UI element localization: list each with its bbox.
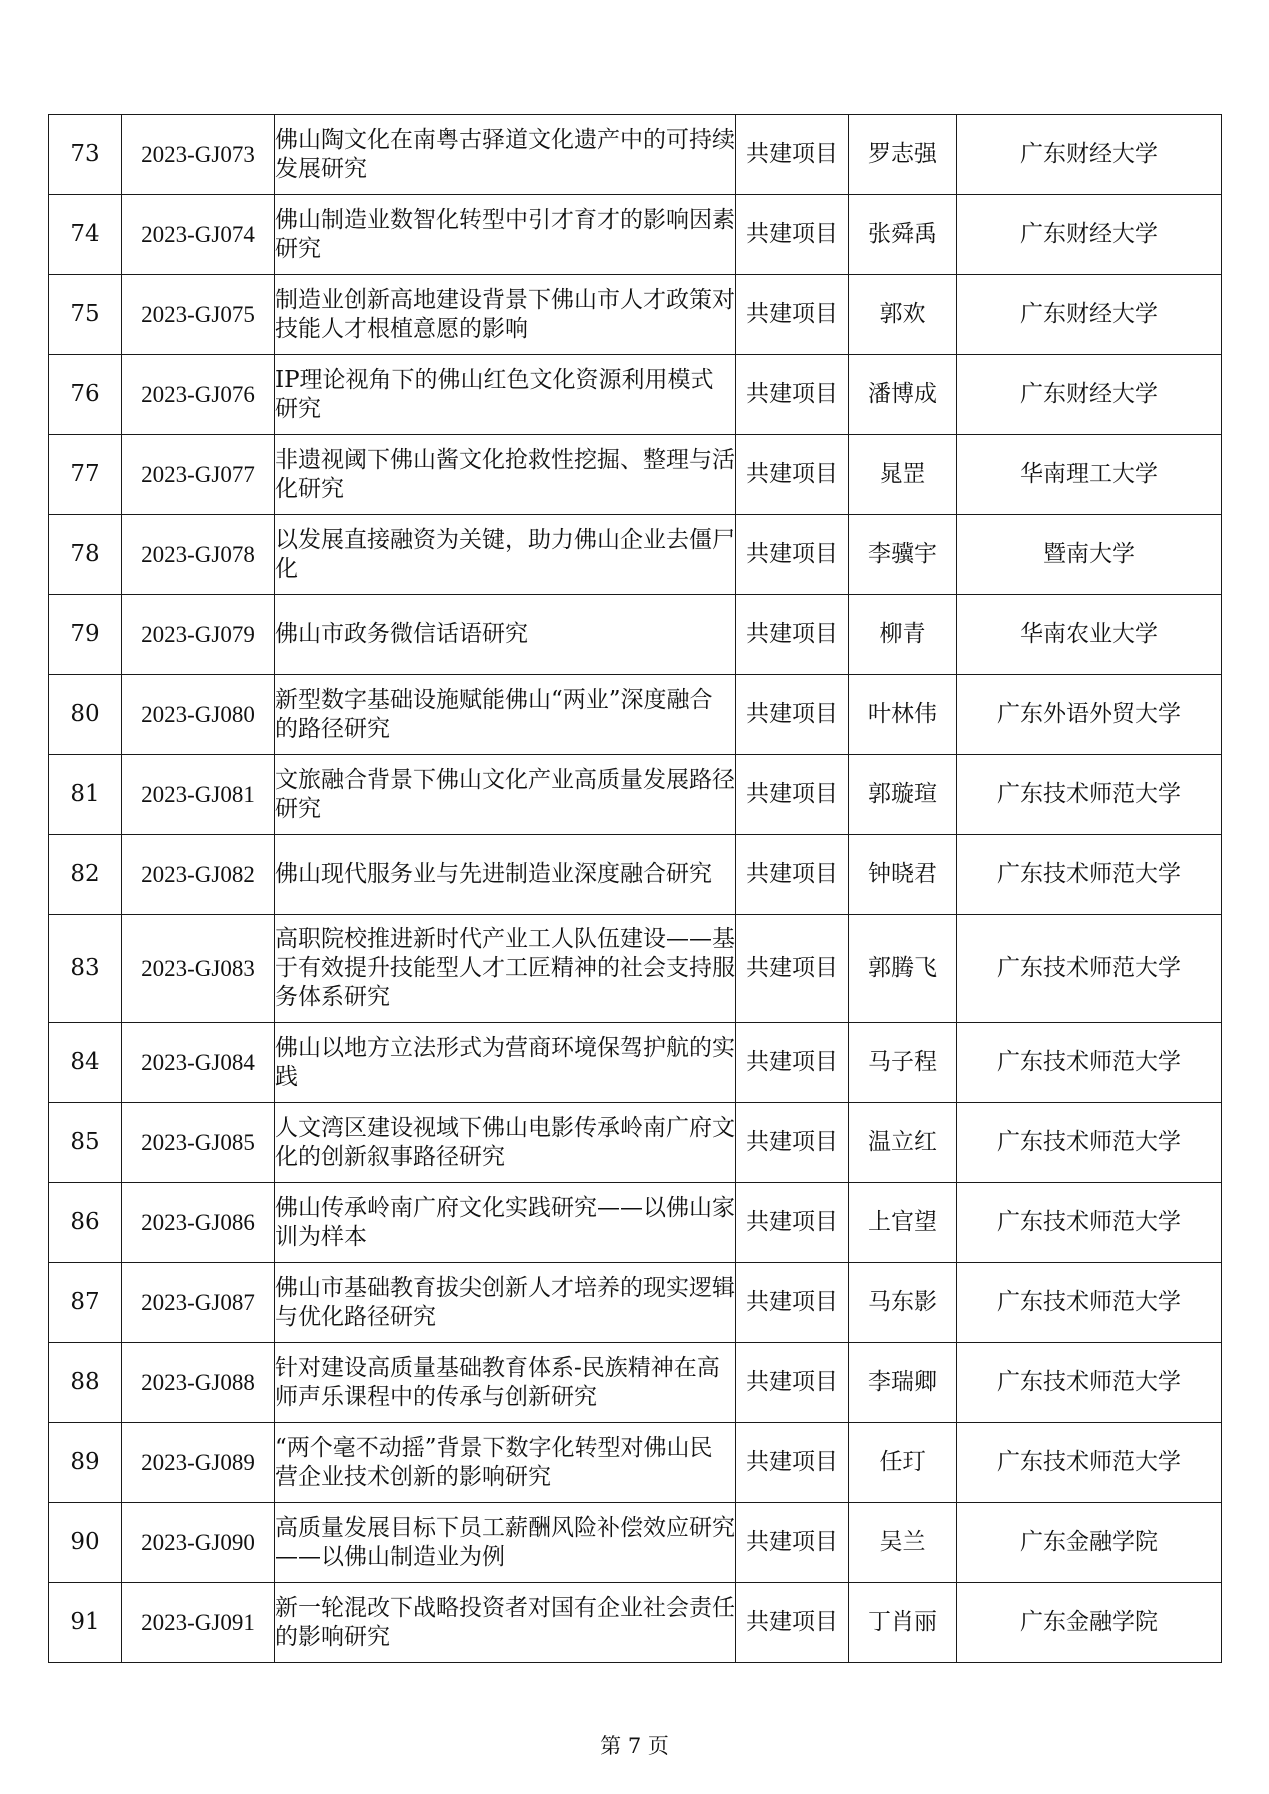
cell-lead-person [849, 915, 957, 1023]
cell-institution-text: 华南农业大学 [1020, 621, 1158, 647]
cell-institution [957, 1183, 1222, 1263]
table-row [49, 675, 1222, 755]
cell-number-text: 80 [70, 701, 100, 727]
cell-project-code [122, 1423, 275, 1503]
cell-project-type [736, 595, 849, 675]
cell-number [49, 355, 122, 435]
cell-project-code [122, 515, 275, 595]
cell-institution [957, 1103, 1222, 1183]
cell-number [49, 515, 122, 595]
cell-project-code-text: 2023-GJ088 [141, 1370, 255, 1395]
cell-project-title-text: 佛山市政务微信话语研究 [275, 621, 528, 647]
cell-number [49, 755, 122, 835]
cell-institution-text: 广东技术师范大学 [997, 1129, 1181, 1155]
cell-project-title [275, 1103, 736, 1183]
cell-project-type [736, 1023, 849, 1103]
table-row [49, 755, 1222, 835]
cell-institution [957, 1583, 1222, 1663]
cell-lead-person [849, 1023, 957, 1103]
cell-project-title-text: 佛山制造业数智化转型中引才育才的影响因素研究 [275, 206, 735, 262]
cell-institution [957, 115, 1222, 195]
cell-lead-person [849, 115, 957, 195]
cell-project-code-text: 2023-GJ080 [141, 702, 255, 727]
cell-lead-person-text: 李骥宇 [868, 541, 937, 567]
cell-lead-person-text: 丁肖丽 [868, 1609, 937, 1635]
cell-number-text: 83 [70, 955, 100, 981]
cell-project-code-text: 2023-GJ087 [141, 1290, 255, 1315]
cell-number-text: 82 [70, 861, 100, 887]
cell-number [49, 1343, 122, 1423]
cell-lead-person-text: 叶林伟 [868, 701, 937, 727]
cell-number [49, 675, 122, 755]
cell-lead-person [849, 355, 957, 435]
cell-project-code-text: 2023-GJ089 [141, 1450, 255, 1475]
cell-project-title [275, 515, 736, 595]
cell-project-code [122, 1583, 275, 1663]
cell-project-code-text: 2023-GJ086 [141, 1210, 255, 1235]
cell-lead-person [849, 835, 957, 915]
cell-project-title-text: 人文湾区建设视域下佛山电影传承岭南广府文化的创新叙事路径研究 [275, 1114, 735, 1170]
cell-number [49, 595, 122, 675]
cell-institution-text: 广东外语外贸大学 [997, 701, 1181, 727]
cell-project-type-text: 共建项目 [746, 861, 838, 887]
cell-project-code [122, 835, 275, 915]
cell-number-text: 84 [70, 1049, 100, 1075]
cell-number [49, 835, 122, 915]
cell-project-code [122, 275, 275, 355]
cell-project-type-text: 共建项目 [746, 141, 838, 167]
cell-number [49, 115, 122, 195]
table-row [49, 595, 1222, 675]
cell-project-type [736, 1183, 849, 1263]
cell-project-title-text: 佛山现代服务业与先进制造业深度融合研究 [275, 861, 712, 887]
cell-number-text: 90 [70, 1529, 100, 1555]
cell-institution-text: 广东金融学院 [1020, 1529, 1158, 1555]
cell-number-text: 73 [70, 141, 100, 167]
cell-project-code [122, 755, 275, 835]
cell-project-title-text: “两个毫不动摇”背景下数字化转型对佛山民营企业技术创新的影响研究 [275, 1434, 713, 1490]
cell-project-title [275, 435, 736, 515]
cell-project-type-text: 共建项目 [746, 1449, 838, 1475]
cell-project-title [275, 1183, 736, 1263]
cell-project-title-text: 以发展直接融资为关键，助力佛山企业去僵尸化 [275, 526, 735, 582]
cell-project-code [122, 115, 275, 195]
cell-project-type-text: 共建项目 [746, 1609, 838, 1635]
cell-project-type-text: 共建项目 [746, 621, 838, 647]
cell-institution-text: 暨南大学 [1043, 541, 1135, 567]
table-row [49, 1583, 1222, 1663]
cell-project-type [736, 1263, 849, 1343]
cell-project-title-text: 佛山陶文化在南粤古驿道文化遗产中的可持续发展研究 [275, 126, 735, 182]
page-number: 第 7 页 [600, 1734, 669, 1758]
cell-number [49, 1263, 122, 1343]
cell-lead-person-text: 吴兰 [879, 1529, 926, 1555]
cell-number [49, 1103, 122, 1183]
cell-project-title-text: 高质量发展目标下员工薪酬风险补偿效应研究——以佛山制造业为例 [275, 1514, 735, 1570]
cell-institution [957, 435, 1222, 515]
cell-lead-person-text: 温立红 [868, 1129, 937, 1155]
cell-project-title [275, 1503, 736, 1583]
cell-institution [957, 355, 1222, 435]
cell-project-type [736, 275, 849, 355]
cell-lead-person [849, 1583, 957, 1663]
cell-project-title-text: 高职院校推进新时代产业工人队伍建设——基于有效提升技能型人才工匠精神的社会支持服务体系研究 [275, 926, 735, 1010]
cell-project-type [736, 675, 849, 755]
cell-lead-person [849, 595, 957, 675]
cell-project-title [275, 835, 736, 915]
cell-lead-person [849, 1343, 957, 1423]
cell-number-text: 74 [70, 221, 100, 247]
table-row [49, 515, 1222, 595]
table-row [49, 915, 1222, 1023]
cell-project-type [736, 355, 849, 435]
cell-project-type [736, 755, 849, 835]
cell-lead-person [849, 275, 957, 355]
cell-project-title [275, 675, 736, 755]
cell-project-type-text: 共建项目 [746, 1289, 838, 1315]
cell-lead-person [849, 1183, 957, 1263]
cell-project-type [736, 1423, 849, 1503]
cell-institution [957, 915, 1222, 1023]
cell-lead-person-text: 郭璇瑄 [868, 781, 937, 807]
cell-institution [957, 515, 1222, 595]
cell-project-code-text: 2023-GJ078 [141, 542, 255, 567]
cell-institution-text: 广东金融学院 [1020, 1609, 1158, 1635]
cell-lead-person-text: 钟晓君 [868, 861, 937, 887]
cell-project-code-text: 2023-GJ091 [141, 1610, 255, 1635]
cell-project-type-text: 共建项目 [746, 955, 838, 981]
table-row [49, 1263, 1222, 1343]
cell-lead-person [849, 1503, 957, 1583]
cell-project-type [736, 1503, 849, 1583]
cell-project-type-text: 共建项目 [746, 1209, 838, 1235]
cell-number-text: 89 [70, 1449, 100, 1475]
table-row [49, 115, 1222, 195]
cell-lead-person [849, 195, 957, 275]
cell-institution-text: 广东技术师范大学 [997, 1049, 1181, 1075]
cell-institution [957, 835, 1222, 915]
cell-number-text: 86 [70, 1209, 100, 1235]
cell-institution [957, 1503, 1222, 1583]
cell-project-title [275, 1023, 736, 1103]
cell-institution [957, 1263, 1222, 1343]
cell-institution [957, 755, 1222, 835]
cell-project-code [122, 1023, 275, 1103]
cell-project-title [275, 1423, 736, 1503]
cell-project-type-text: 共建项目 [746, 701, 838, 727]
cell-number-text: 76 [70, 381, 100, 407]
cell-project-title-text: 佛山以地方立法形式为营商环境保驾护航的实践 [275, 1034, 735, 1090]
cell-project-title [275, 1583, 736, 1663]
cell-project-title [275, 195, 736, 275]
cell-institution-text: 广东财经大学 [1020, 141, 1158, 167]
cell-project-code-text: 2023-GJ074 [141, 222, 255, 247]
cell-institution [957, 1023, 1222, 1103]
cell-project-code [122, 435, 275, 515]
cell-lead-person [849, 1423, 957, 1503]
cell-project-code-text: 2023-GJ082 [141, 862, 255, 887]
cell-institution [957, 675, 1222, 755]
cell-project-type [736, 515, 849, 595]
cell-number [49, 275, 122, 355]
cell-project-type-text: 共建项目 [746, 301, 838, 327]
cell-project-type [736, 835, 849, 915]
cell-number [49, 1583, 122, 1663]
cell-project-title [275, 1263, 736, 1343]
cell-lead-person-text: 任玎 [879, 1449, 926, 1475]
cell-project-title-text: 佛山市基础教育拔尖创新人才培养的现实逻辑与优化路径研究 [275, 1274, 735, 1330]
cell-project-code [122, 1183, 275, 1263]
cell-project-title-text: 制造业创新高地建设背景下佛山市人才政策对技能人才根植意愿的影响 [275, 286, 735, 342]
cell-number [49, 435, 122, 515]
cell-project-title [275, 915, 736, 1023]
cell-project-code-text: 2023-GJ077 [141, 462, 255, 487]
cell-number [49, 1183, 122, 1263]
cell-project-code-text: 2023-GJ090 [141, 1530, 255, 1555]
cell-number-text: 81 [70, 781, 100, 807]
cell-project-type-text: 共建项目 [746, 541, 838, 567]
cell-project-code [122, 195, 275, 275]
cell-project-code [122, 355, 275, 435]
project-table [48, 114, 1222, 1663]
cell-lead-person [849, 755, 957, 835]
cell-project-type-text: 共建项目 [746, 221, 838, 247]
cell-project-title-text: IP理论视角下的佛山红色文化资源利用模式研究 [275, 366, 714, 422]
cell-lead-person-text: 郭欢 [879, 301, 926, 327]
cell-lead-person-text: 马子程 [868, 1049, 937, 1075]
cell-project-code [122, 1263, 275, 1343]
cell-project-type-text: 共建项目 [746, 461, 838, 487]
table-row [49, 435, 1222, 515]
cell-project-title [275, 595, 736, 675]
cell-lead-person [849, 675, 957, 755]
cell-project-title-text: 新型数字基础设施赋能佛山“两业”深度融合的路径研究 [275, 686, 713, 742]
cell-project-title-text: 佛山传承岭南广府文化实践研究——以佛山家训为样本 [275, 1194, 735, 1250]
cell-project-type [736, 1583, 849, 1663]
cell-project-code-text: 2023-GJ075 [141, 302, 255, 327]
cell-institution [957, 595, 1222, 675]
cell-project-title-text: 文旅融合背景下佛山文化产业高质量发展路径研究 [275, 766, 735, 822]
cell-number-text: 75 [70, 301, 100, 327]
cell-institution [957, 275, 1222, 355]
cell-project-type-text: 共建项目 [746, 381, 838, 407]
cell-project-code [122, 595, 275, 675]
cell-lead-person [849, 1103, 957, 1183]
cell-institution-text: 广东财经大学 [1020, 381, 1158, 407]
cell-lead-person [849, 435, 957, 515]
cell-project-title-text: 针对建设高质量基础教育体系-民族精神在高师声乐课程中的传承与创新研究 [275, 1354, 720, 1410]
table-row [49, 835, 1222, 915]
cell-number [49, 915, 122, 1023]
cell-institution-text: 广东财经大学 [1020, 221, 1158, 247]
project-table-body [49, 115, 1222, 1663]
cell-project-type-text: 共建项目 [746, 1529, 838, 1555]
cell-lead-person-text: 罗志强 [868, 141, 937, 167]
cell-project-type-text: 共建项目 [746, 781, 838, 807]
cell-lead-person-text: 马东影 [868, 1289, 937, 1315]
cell-project-code-text: 2023-GJ073 [141, 142, 255, 167]
table-row [49, 1503, 1222, 1583]
cell-project-code [122, 1343, 275, 1423]
cell-lead-person-text: 晁罡 [879, 461, 926, 487]
cell-lead-person-text: 李瑞卿 [868, 1369, 937, 1395]
cell-project-type-text: 共建项目 [746, 1129, 838, 1155]
cell-project-code [122, 1103, 275, 1183]
table-row [49, 1103, 1222, 1183]
cell-project-title [275, 1343, 736, 1423]
cell-project-code-text: 2023-GJ079 [141, 622, 255, 647]
cell-institution-text: 华南理工大学 [1020, 461, 1158, 487]
table-row [49, 1343, 1222, 1423]
cell-project-title-text: 新一轮混改下战略投资者对国有企业社会责任的影响研究 [275, 1594, 735, 1650]
cell-project-type-text: 共建项目 [746, 1369, 838, 1395]
table-row [49, 1183, 1222, 1263]
cell-institution-text: 广东技术师范大学 [997, 1289, 1181, 1315]
table-row [49, 195, 1222, 275]
cell-number-text: 78 [70, 541, 100, 567]
cell-institution [957, 1343, 1222, 1423]
cell-lead-person [849, 1263, 957, 1343]
cell-number-text: 79 [70, 621, 100, 647]
cell-institution-text: 广东技术师范大学 [997, 861, 1181, 887]
cell-project-code [122, 675, 275, 755]
cell-number-text: 88 [70, 1369, 100, 1395]
cell-lead-person-text: 潘博成 [868, 381, 937, 407]
cell-institution-text: 广东技术师范大学 [997, 781, 1181, 807]
cell-project-code-text: 2023-GJ084 [141, 1050, 255, 1075]
cell-project-title [275, 115, 736, 195]
cell-project-code [122, 1503, 275, 1583]
cell-lead-person-text: 郭腾飞 [868, 955, 937, 981]
cell-number-text: 77 [70, 461, 100, 487]
table-row [49, 355, 1222, 435]
cell-number [49, 1023, 122, 1103]
table-row [49, 1423, 1222, 1503]
cell-number-text: 85 [70, 1129, 100, 1155]
cell-institution-text: 广东财经大学 [1020, 301, 1158, 327]
cell-project-type [736, 195, 849, 275]
cell-project-type [736, 915, 849, 1023]
cell-institution [957, 1423, 1222, 1503]
cell-lead-person-text: 张舜禹 [868, 221, 937, 247]
cell-project-type [736, 115, 849, 195]
cell-project-title-text: 非遗视阈下佛山酱文化抢救性挖掘、整理与活化研究 [275, 446, 735, 502]
cell-number [49, 1423, 122, 1503]
table-row [49, 275, 1222, 355]
cell-institution-text: 广东技术师范大学 [997, 1449, 1181, 1475]
cell-lead-person [849, 515, 957, 595]
cell-project-title [275, 275, 736, 355]
table-row [49, 1023, 1222, 1103]
cell-lead-person-text: 上官望 [868, 1209, 937, 1235]
cell-number [49, 195, 122, 275]
cell-institution-text: 广东技术师范大学 [997, 1209, 1181, 1235]
cell-project-type [736, 1343, 849, 1423]
cell-project-type [736, 1103, 849, 1183]
cell-lead-person-text: 柳青 [879, 621, 926, 647]
cell-institution-text: 广东技术师范大学 [997, 955, 1181, 981]
cell-project-code-text: 2023-GJ076 [141, 382, 255, 407]
cell-project-type-text: 共建项目 [746, 1049, 838, 1075]
cell-number [49, 1503, 122, 1583]
cell-project-code [122, 915, 275, 1023]
cell-project-code-text: 2023-GJ081 [141, 782, 255, 807]
cell-project-code-text: 2023-GJ085 [141, 1130, 255, 1155]
cell-number-text: 91 [70, 1609, 100, 1635]
cell-number-text: 87 [70, 1289, 100, 1315]
cell-project-code-text: 2023-GJ083 [141, 956, 255, 981]
cell-project-title [275, 355, 736, 435]
cell-project-type [736, 435, 849, 515]
cell-project-title [275, 755, 736, 835]
cell-institution-text: 广东技术师范大学 [997, 1369, 1181, 1395]
cell-institution [957, 195, 1222, 275]
